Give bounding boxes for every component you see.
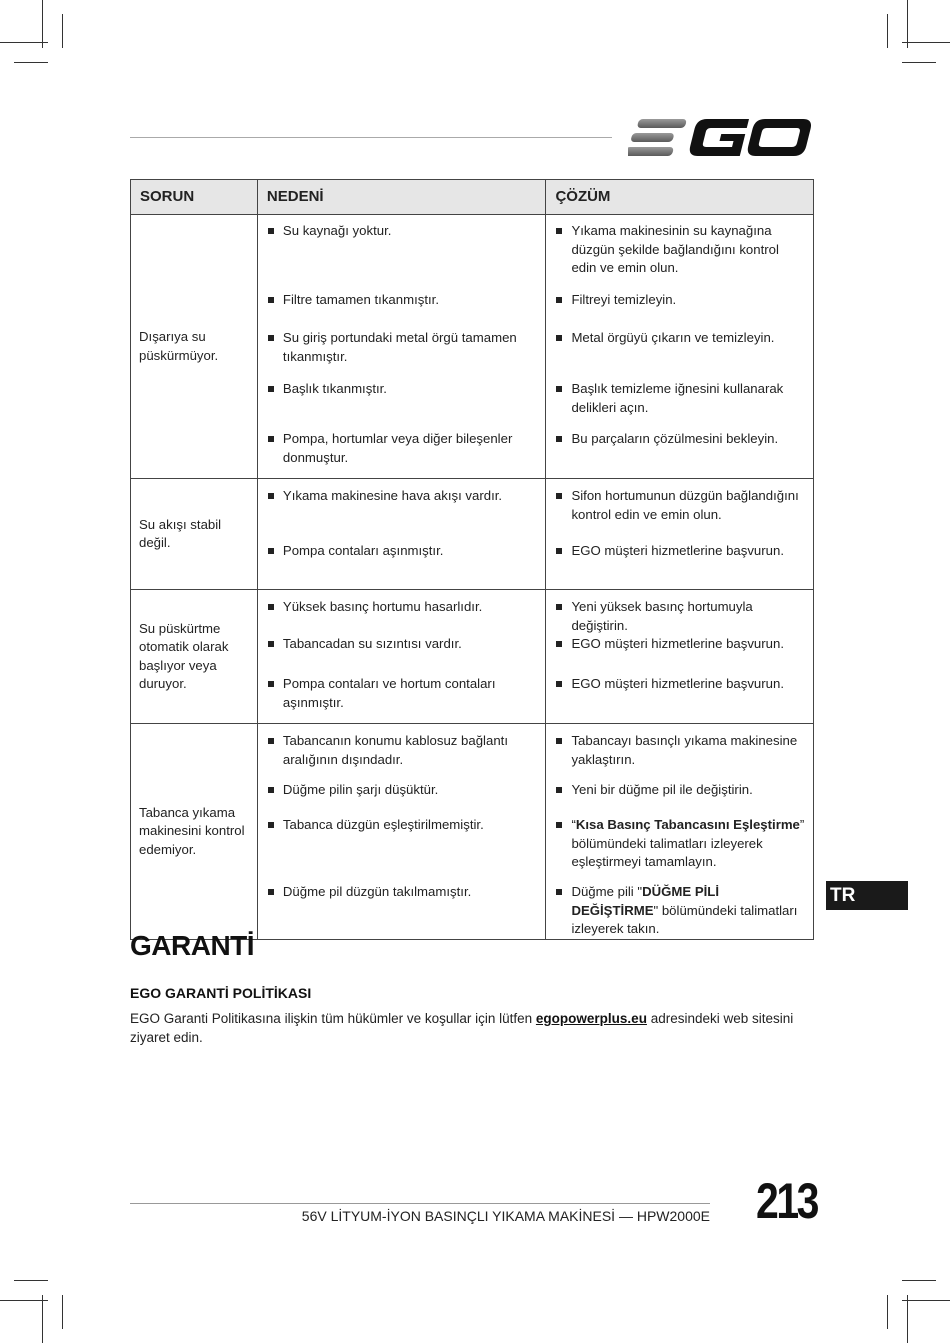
square-bullet-icon xyxy=(268,493,274,499)
solution-item: “Kısa Basınç Tabancasını Eşleştirme” bölümündeki talimatları izleyerek eşleştirmeyi tamamlayın. xyxy=(546,816,813,872)
cause-item: Su giriş portundaki metal örgü tamamen tıkanmıştır. xyxy=(258,329,546,366)
square-bullet-icon xyxy=(556,787,562,793)
cause-item: Düğme pil düzgün takılmamıştır. xyxy=(258,883,546,902)
crop-mark xyxy=(0,1300,48,1301)
solution-item: Yıkama makinesinin su kaynağına düzgün şekilde bağlandığını kontrol edin ve emin olun. xyxy=(546,222,813,278)
cause-item: Yıkama makinesine hava akışı vardır. xyxy=(258,487,546,506)
square-bullet-icon xyxy=(268,822,274,828)
square-bullet-icon xyxy=(268,641,274,647)
square-bullet-icon xyxy=(268,386,274,392)
cause-item: Tabanca düzgün eşleştirilmemiştir. xyxy=(258,816,546,835)
column-header-problem: SORUN xyxy=(131,180,258,215)
solution-item: Yeni yüksek basınç hortumuyla değiştirin. xyxy=(546,598,813,635)
square-bullet-icon xyxy=(556,297,562,303)
crop-mark xyxy=(887,1295,888,1329)
square-bullet-icon xyxy=(556,604,562,610)
warranty-link[interactable]: egopowerplus.eu xyxy=(535,1011,647,1026)
square-bullet-icon xyxy=(556,641,562,647)
square-bullet-icon xyxy=(556,738,562,744)
solution-item: Sifon hortumunun düzgün bağlandığını kontrol edin ve emin olun. xyxy=(546,487,813,524)
square-bullet-icon xyxy=(268,681,274,687)
crop-mark xyxy=(887,14,888,48)
footer-rule xyxy=(130,1203,710,1204)
crop-mark xyxy=(62,14,63,48)
crop-mark xyxy=(62,1295,63,1329)
problem-cell: Tabanca yıkama makinesini kontrol edemiyor. xyxy=(131,724,258,940)
crop-mark xyxy=(42,1295,43,1343)
footer-product-title: 56V LİTYUM-İYON BASINÇLI YIKAMA MAKİNESİ — HPW2000E xyxy=(301,1208,710,1224)
solution-item: Bu parçaların çözülmesini bekleyin. xyxy=(546,430,813,449)
crop-mark xyxy=(907,0,908,48)
square-bullet-icon xyxy=(268,889,274,895)
warranty-subtitle: EGO GARANTİ POLİTİKASI xyxy=(130,985,312,1001)
column-header-solution: ÇÖZÜM xyxy=(546,180,814,215)
square-bullet-icon xyxy=(268,335,274,341)
table-row xyxy=(131,215,814,292)
square-bullet-icon xyxy=(268,297,274,303)
crop-mark xyxy=(902,62,936,63)
table-row xyxy=(131,479,814,543)
square-bullet-icon xyxy=(268,787,274,793)
table-row xyxy=(131,724,814,782)
cause-item: Pompa contaları aşınmıştır. xyxy=(258,542,546,561)
cause-item: Başlık tıkanmıştır. xyxy=(258,380,546,399)
language-badge: TR xyxy=(826,881,908,910)
solution-item: Metal örgüyü çıkarın ve temizleyin. xyxy=(546,329,813,348)
solution-item: Tabancayı basınçlı yıkama makinesine yaklaştırın. xyxy=(546,732,813,769)
cause-item: Pompa, hortumlar veya diğer bileşenler donmuştur. xyxy=(258,430,546,467)
problem-cell: Dışarıya su püskürmüyor. xyxy=(131,215,258,479)
cause-item: Filtre tamamen tıkanmıştır. xyxy=(258,291,546,310)
solution-item: Filtreyi temizleyin. xyxy=(546,291,813,310)
crop-mark xyxy=(907,1295,908,1343)
solution-item: EGO müşteri hizmetlerine başvurun. xyxy=(546,542,813,561)
solution-item: Yeni bir düğme pil ile değiştirin. xyxy=(546,781,813,800)
square-bullet-icon xyxy=(556,889,562,895)
crop-mark xyxy=(14,62,48,63)
square-bullet-icon xyxy=(556,548,562,554)
troubleshooting-table xyxy=(130,179,814,940)
cause-item: Tabancanın konumu kablosuz bağlantı aralığının dışındadır. xyxy=(258,732,546,769)
square-bullet-icon xyxy=(556,228,562,234)
page-number: 213 xyxy=(756,1173,818,1229)
square-bullet-icon xyxy=(556,436,562,442)
solution-item: Başlık temizleme iğnesini kullanarak delikleri açın. xyxy=(546,380,813,417)
cause-item: Düğme pilin şarjı düşüktür. xyxy=(258,781,546,800)
square-bullet-icon xyxy=(556,493,562,499)
table-row xyxy=(131,590,814,636)
square-bullet-icon xyxy=(556,822,562,828)
cause-item: Pompa contaları ve hortum contaları aşınmıştır. xyxy=(258,675,546,712)
crop-mark xyxy=(14,1280,48,1281)
column-header-cause: NEDENİ xyxy=(257,180,546,215)
crop-mark xyxy=(902,42,950,43)
solution-item: EGO müşteri hizmetlerine başvurun. xyxy=(546,635,813,654)
crop-mark xyxy=(42,0,43,48)
crop-mark xyxy=(0,42,48,43)
square-bullet-icon xyxy=(268,436,274,442)
problem-cell: Su akışı stabil değil. xyxy=(131,479,258,590)
square-bullet-icon xyxy=(268,548,274,554)
square-bullet-icon xyxy=(268,228,274,234)
solution-item: EGO müşteri hizmetlerine başvurun. xyxy=(546,675,813,694)
problem-cell: Su püskürtme otomatik olarak başlıyor veya duruyor. xyxy=(131,590,258,724)
header-rule xyxy=(130,137,612,138)
square-bullet-icon xyxy=(268,738,274,744)
square-bullet-icon xyxy=(556,386,562,392)
cause-item: Su kaynağı yoktur. xyxy=(258,222,546,241)
cause-item: Yüksek basınç hortumu hasarlıdır. xyxy=(258,598,546,617)
square-bullet-icon xyxy=(556,681,562,687)
crop-mark xyxy=(902,1280,936,1281)
cause-item: Tabancadan su sızıntısı vardır. xyxy=(258,635,546,654)
square-bullet-icon xyxy=(268,604,274,610)
warranty-title: GARANTİ xyxy=(130,930,255,961)
square-bullet-icon xyxy=(556,335,562,341)
ego-logo xyxy=(628,115,813,160)
warranty-body: EGO Garanti Politikasına ilişkin tüm hükümler ve koşullar için lütfen egopowerplus.eu adresindeki web sitesini ziyaret edin. xyxy=(130,1011,794,1045)
crop-mark xyxy=(902,1300,950,1301)
solution-item: Düğme pili "DÜĞME PİLİ DEĞİŞTİRME" bölümündeki talimatları izleyerek takın. xyxy=(546,883,813,939)
table-header-row xyxy=(131,180,814,215)
